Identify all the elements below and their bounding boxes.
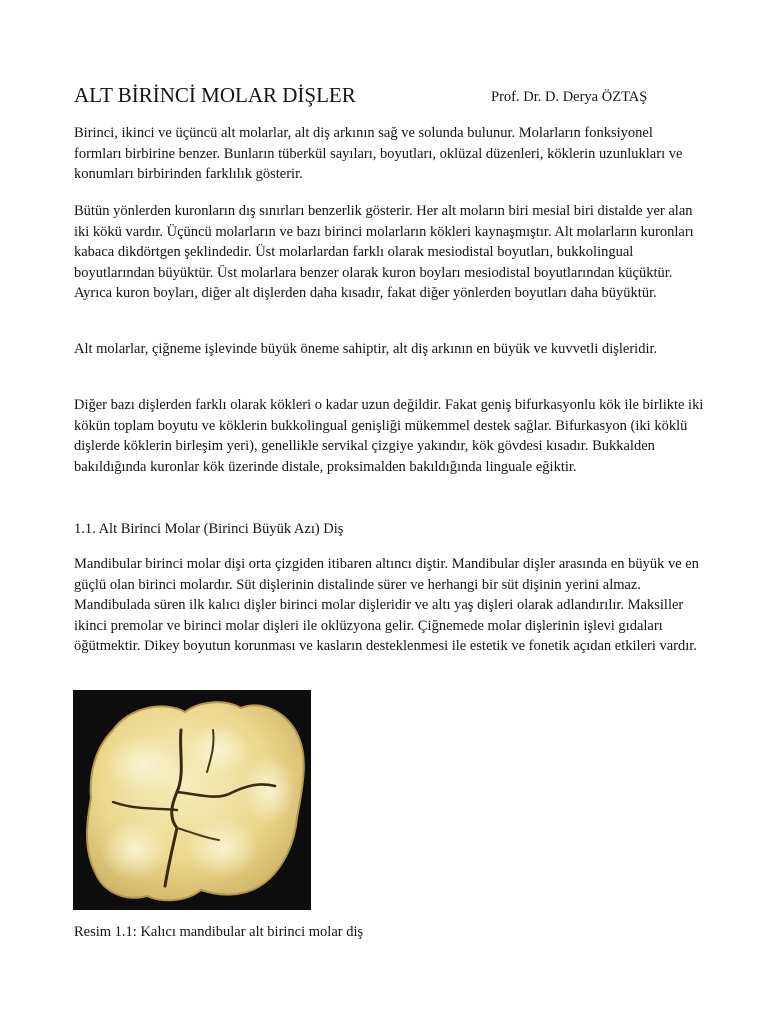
page-header bbox=[74, 82, 674, 110]
molar-tooth-photo bbox=[73, 690, 311, 910]
figure-caption: Resim 1.1: Kalıcı mandibular alt birinci molar diş bbox=[74, 924, 364, 940]
crown-paragraph: Bütün yönlerden kuronların dış sınırları benzerlik gösterir. Her alt moların biri mesial biri distalde yer alan iki kökü vardır. Üçüncü molarların ve bazı birinci molarların kökleri kaynaşmıştır. Alt molarların kuronları kabaca dikdörtgen şeklindedir. Üst molarlardan farklı olarak mesiodistal boyutları, bukkolingual boyutlarından büyüktür. Üst molarlara benzer olarak kuron boyları mesiodistal boyutlarından küçüktür. Ayrıca kuron boyları, diğer alt dişlerden daha kısadır, fakat diğer yönlerden boyutları daha büyüktür. bbox=[74, 203, 694, 301]
author-name: Prof. Dr. D. Derya ÖZTAŞ bbox=[491, 89, 648, 105]
function-paragraph: Alt molarlar, çiğneme işlevinde büyük öneme sahiptir, alt diş arkının en büyük ve kuvvetli dişleridir. bbox=[74, 341, 658, 357]
page-title: ALT BİRİNCİ MOLAR DİŞLER bbox=[74, 83, 356, 107]
section-paragraph: Mandibular birinci molar dişi orta çizgiden itibaren altıncı diştir. Mandibular dişler arasında en büyük ve en güçlü olan birinci molardır. Süt dişlerinin distalinde sürer ve herhangi bir süt dişinin yerini almaz. Mandibulada süren ilk kalıcı dişler birinci molar dişleridir ve altı yaş dişleri olarak adlandırılır. Maksiller ikinci premolar ve birinci molar dişleri ile oklüzyona gelir. Çiğnemede molar dişlerinin işlevi gıdaları öğütmektir. Dikey boyutun korunması ve kasların desteklenmesi ile estetik ve fonetik açıdan etkileri vardır. bbox=[74, 556, 699, 654]
root-paragraph: Diğer bazı dişlerden farklı olarak kökleri o kadar uzun değildir. Fakat geniş bifurkasyonlu kök ile birlikte iki kökün toplam boyutu ve köklerin bukkolingual genişliği mükemmel destek sağlar. Bifurkasyon (iki köklü dişlerde köklerin birleşim yeri), genellikle servikal çizgiye yakındır, kök gövdesi kısadır. Bukkalden bakıldığında kuronlar kök üzerinde distale, proksimalden bakıldığında linguale eğiktir. bbox=[74, 397, 704, 475]
section-heading: 1.1. Alt Birinci Molar (Birinci Büyük Azı) Diş bbox=[74, 521, 344, 537]
intro-paragraph: Birinci, ikinci ve üçüncü alt molarlar, alt diş arkının sağ ve solunda bulunur. Molarların fonksiyonel formları birbirine benzer. Bunların tüberkül sayıları, boyutları, oklüzal düzenleri, köklerin uzunlukları ve konumları birbirinden farklılık gösterir. bbox=[74, 125, 683, 182]
molar-tooth-illustration bbox=[73, 690, 311, 910]
